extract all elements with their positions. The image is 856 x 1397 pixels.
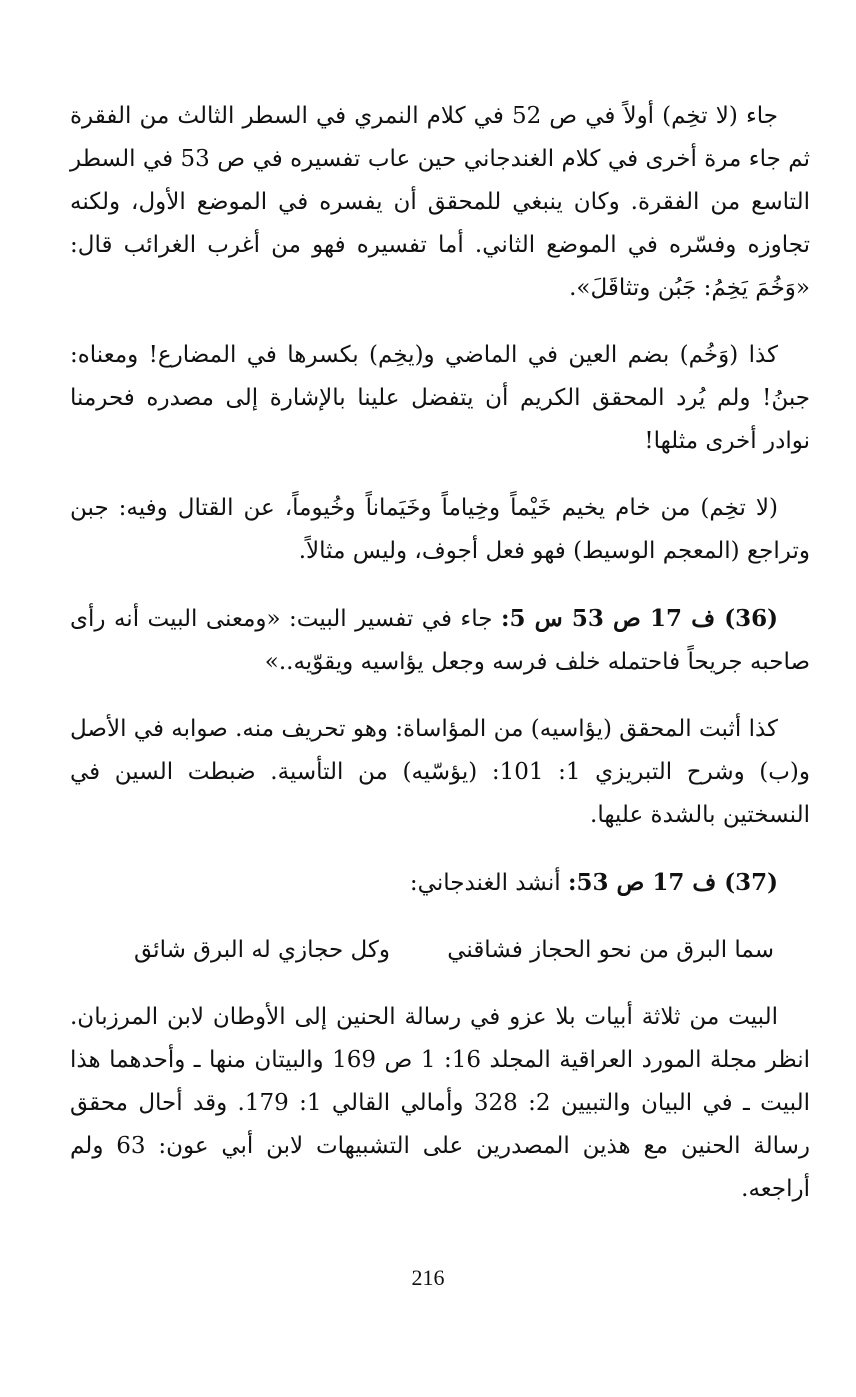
note-37-body: أنشد الغندجاني: xyxy=(409,870,568,896)
poem-verse xyxy=(134,929,774,972)
verse-first-hemistich: سما البرق من نحو الحجاز فشاقني xyxy=(447,937,774,963)
verse-second-hemistich: وكل حجازي له البرق شائق xyxy=(134,937,390,963)
paragraph-5: كذا أثبت المحقق (يؤاسيه) من المؤاساة: وهو تحريف منه. صوابه في الأصل و(ب) وشرح التبريزي 1: 101: (يؤسّيه) من التأسية. ضبطت السين في النسختين بالشدة عليها. xyxy=(70,716,811,828)
paragraph-4 xyxy=(70,597,810,684)
document-body xyxy=(70,95,810,1211)
note-36-body: جاء في تفسير البيت: «ومعنى البيت أنه رأى صاحبه جريحاً فاحتمله خلف فرسه وجعل يؤاسيه ويقوّيه..» xyxy=(70,606,810,675)
paragraph-3: (لا تخِم) من خام يخيم خَيْماً وخِياماً وخَيَماناً وخُيوماً، عن القتال وفيه: جبن وتراجع (المعجم الوسيط) فهو فعل أجوف، وليس مثالاً. xyxy=(70,495,810,564)
paragraph-7: البيت من ثلاثة أبيات بلا عزو في رسالة الحنين إلى الأوطان لابن المرزبان. انظر مجلة المورد العراقية المجلد 16: 1 ص 169 والبيتان منها ـ وأحدهما هذا البيت ـ في البيان والتبيين 2: 328 وأمالي القالي 1: 179. وقد أحال محقق رسالة الحنين مع هذين المصدرين على التشبيهات لابن أبي عون: 63 ولم أراجعه. xyxy=(70,1004,811,1202)
paragraph-2: كذا (وَخُم) بضم العين في الماضي و(يخِم) بكسرها في المضارع! ومعناه: جبنُ! ولم يُرد المحقق الكريم أن يتفضل علينا بالإشارة إلى مصدره فحرمنا نوادر أخرى مثلها! xyxy=(70,342,810,454)
paragraph-1: جاء (لا تخِم) أولاً في ص 52 في كلام النمري في السطر الثالث من الفقرة ثم جاء مرة أخرى في كلام الغندجاني حين عاب تفسيره في ص 53 في السطر التاسع من الفقرة. وكان ينبغي للمحقق أن يفسره في الموضع الأول، ولكنه تجاوزه وفسّره في الموضع الثاني. أما تفسيره فهو من أغرب الغرائب قال: «وَخُمَ يَخِمُ: جَبُن وتثاقَلَ». xyxy=(70,103,810,301)
paragraph-6 xyxy=(70,861,810,905)
page-number: 216 xyxy=(411,1265,445,1290)
note-36-heading: (36) ف 17 ص 53 س 5: xyxy=(500,605,778,632)
note-37-heading: (37) ف 17 ص 53: xyxy=(567,869,778,896)
